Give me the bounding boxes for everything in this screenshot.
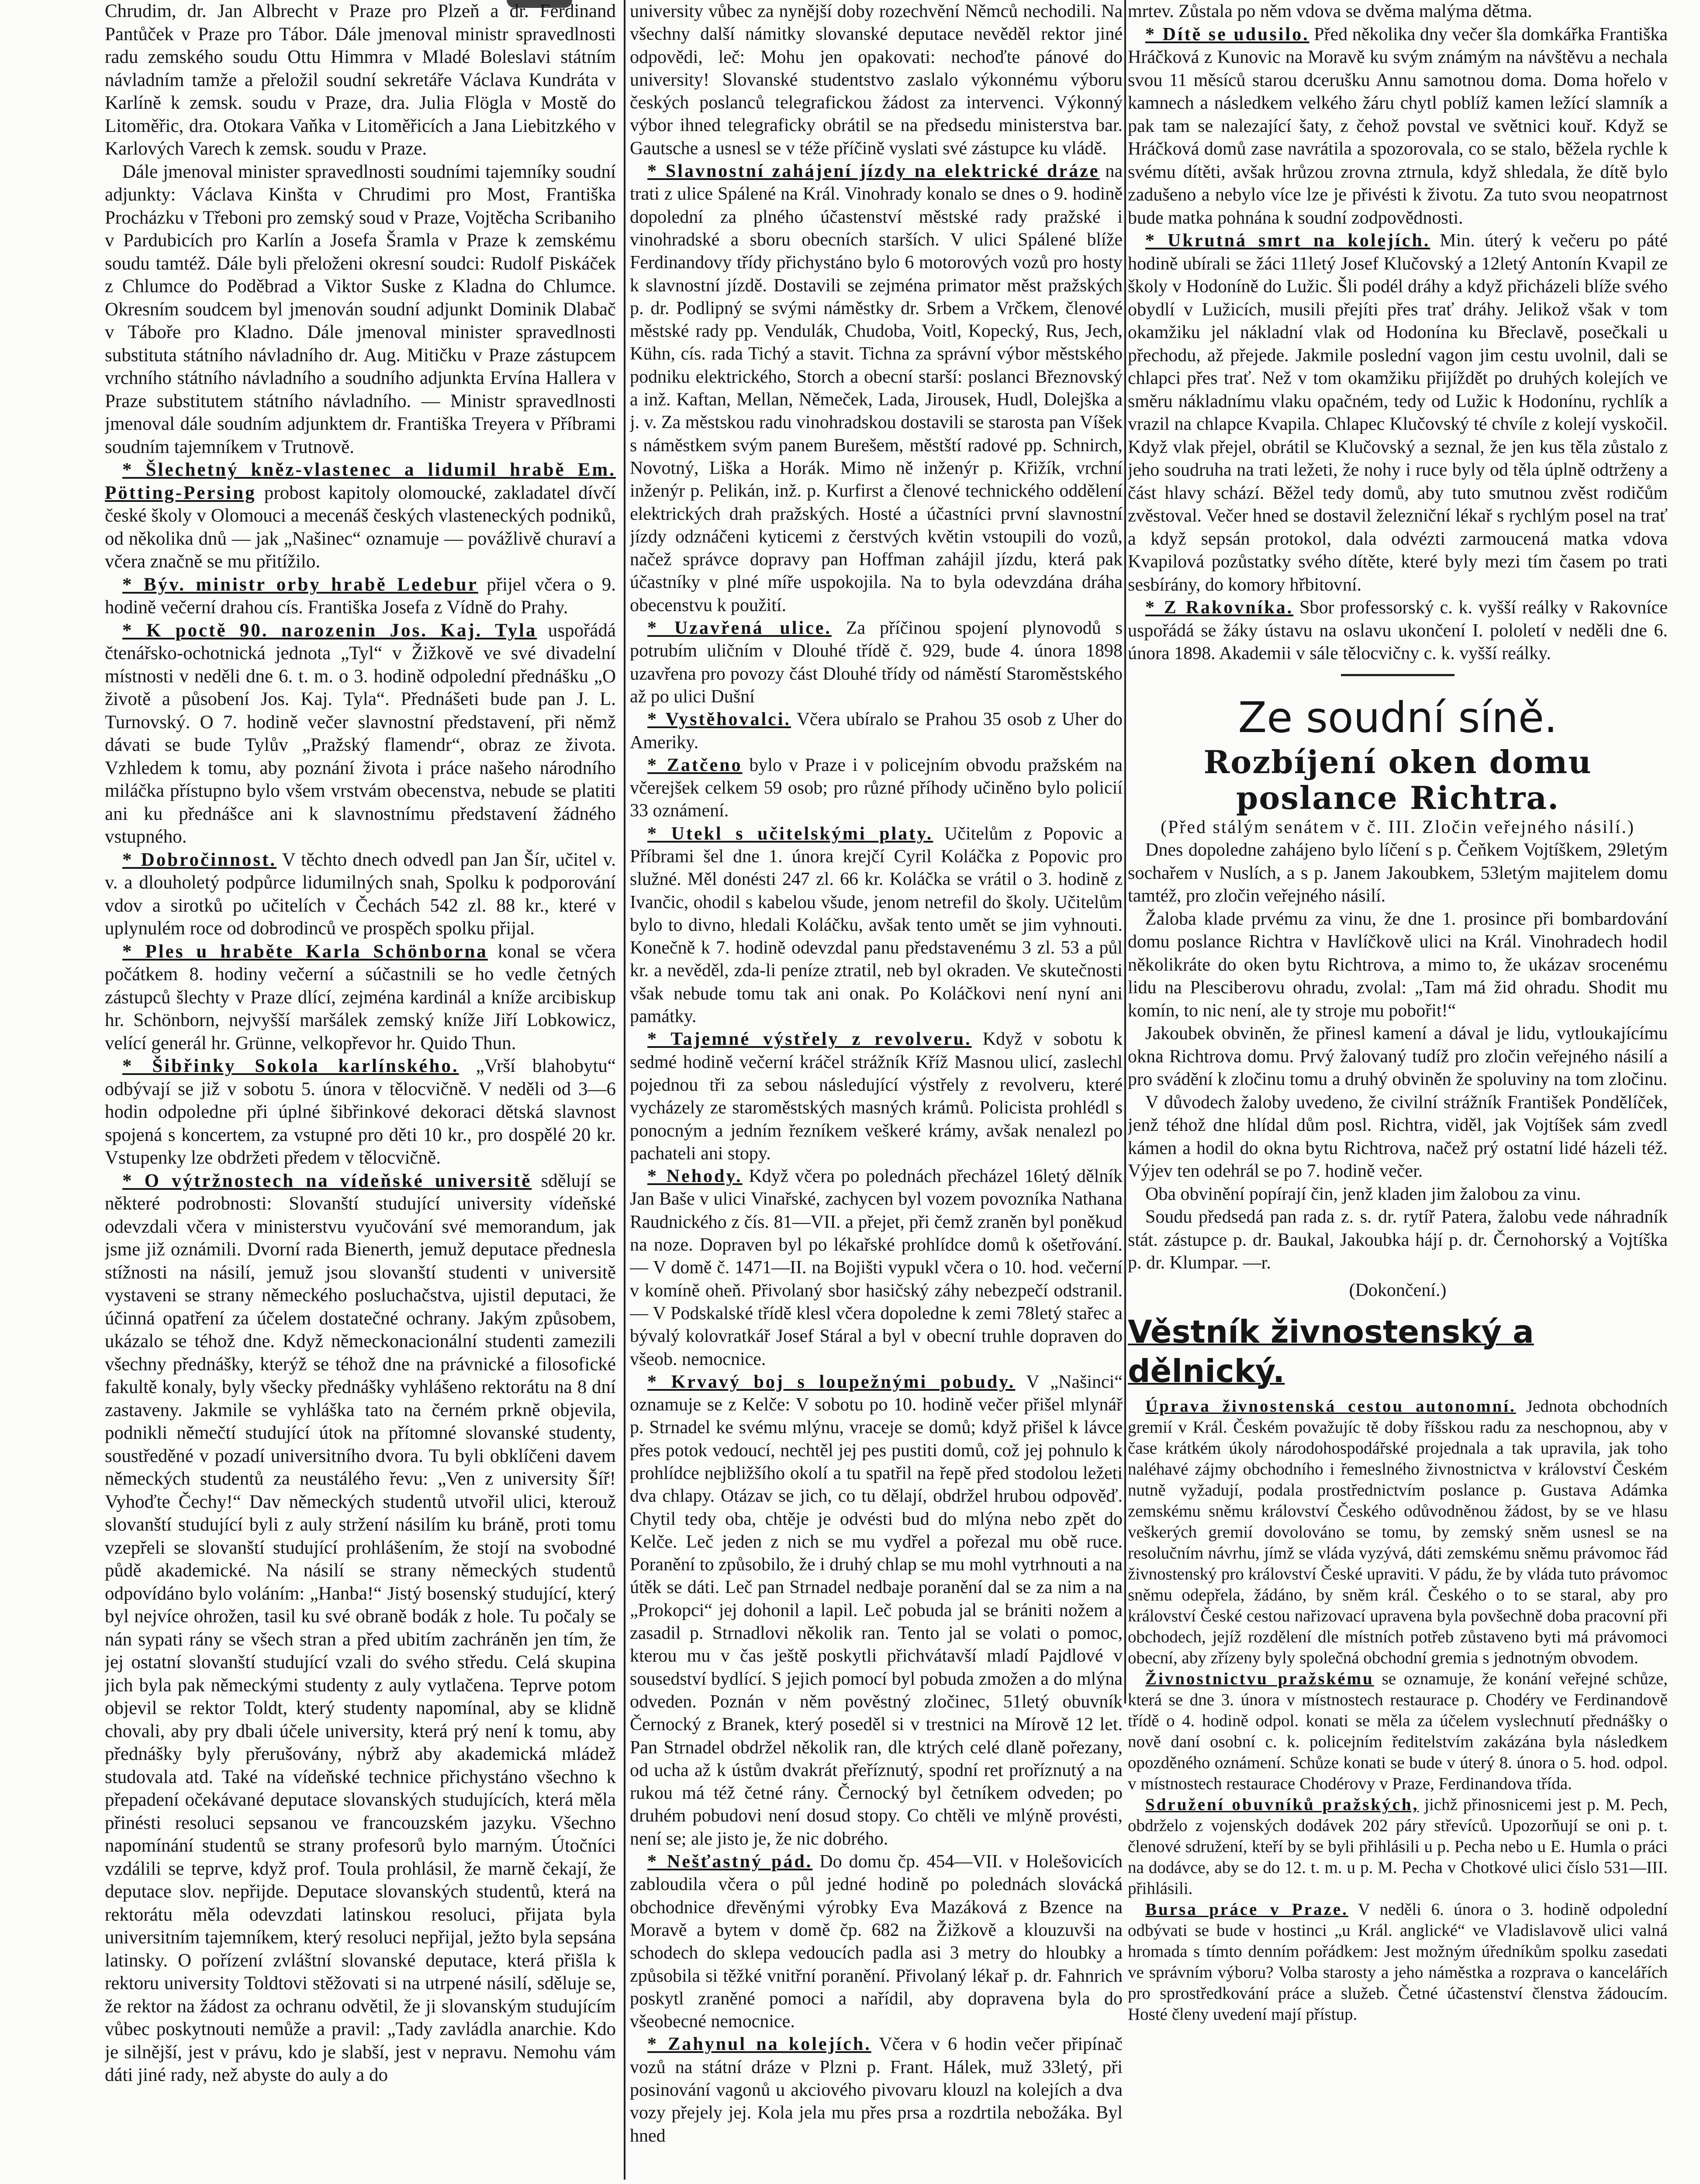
court-paragraph: V důvodech žaloby uvedeno, že civilní strážník František Pondělíček, jenž téhož dne hlídal dům posl. Richtra, viděl, jak Vojtíšek sám zvedl kámen a hodil do okna bytu Richtrova, načež prý ostatní lidé házeli též. Výjev ten odehrál se po 7. hodině večer. bbox=[1128, 1092, 1668, 1181]
headline-vytrznosti: * O výtržnostech na vídeňské universitě bbox=[122, 1170, 532, 1191]
article-nestastny-pad: Do domu čp. 454—VII. v Holešovicích zabloudila včera o půl jedné hodině po polednách slovácká obchodnice dřevěnými výrobky Eva Mazáková z Bzence na Moravě a bytem v domě čp. 682 na Žižkově a klouzuvši na schodech do sklepa vedoucích padla asi 3 metry do hloubky a způsobila si těžké vnitřní poranění. Přivolaný lékař p. dr. Fahnrich poskytl zraněné pomoci a nařídil, aby dopravena byla do všeobecné nemocnice. bbox=[630, 1852, 1123, 2032]
headline-tyl: * K poctě 90. narozenin Jos. Kaj. Tyla bbox=[122, 620, 537, 641]
headline-pötting: * Šlechetný kněz-vlastenec a lidumil hrabě Em. Pötting-Persing bbox=[105, 460, 616, 503]
article-dite: Před několika dny večer šla domkářka Františka Hráčková z Kunovic na Moravě ku svým známým na návštěvu a nechala svou 11 měsíců starou dcerušku Annu samotnou doma. Doma hořelo v kamnech a následkem velkého žáru chytl poblíž kamen ležící slamník a pak tam se nalezající šaty, z čehož povstal ve světnici kouř. Když se Hráčková domů zase navrátila a spozorovala, co se stalo, běžela rychle k svému dítěti, avšak hrůzou zrovna ztrnula, když shledala, že dítě bylo zadušeno a nebylo více lze je přivésti k životu. Za tuto svou neopatrnost bude matka pohnána k soudní zodpovědnosti. bbox=[1128, 24, 1668, 228]
headline-dite: * Dítě se udusilo. bbox=[1145, 24, 1310, 45]
court-paragraph: Žaloba klade prvému za vinu, že dne 1. prosince při bombardování domu poslance Richtra v Havlíčkově ulici na Král. Vinohradech hodil několikráte do oken bytu Richtrova, a mimo to, že ukázav srocenému lidu na Plesciberovu ohradu, zvolal: „Tam má žid ohradu. Shodit mu komín, to nic není, ale ty stroje mu pobořit!“ bbox=[1128, 909, 1668, 1021]
headline-nehody: * Nehody. bbox=[647, 1166, 743, 1187]
column-left bbox=[105, 0, 616, 2184]
section-divider bbox=[1341, 674, 1455, 676]
article-obuvnici: jichž přinosnicemi jest p. M. Pech, obdrželo z vojenských dodávek 202 páry střevíců. Upozorňují se oni p. t. členové sdružení, kteří by se byli přihlásili u p. Pecha nebo u E. Humla o práci na dodávce, aby se do 12. t. m. u p. M. Pecha v Chotkové ulici číslo 531—III. přihlásili. bbox=[1128, 1795, 1668, 1898]
article-zatceno: bylo v Praze i v policejním obvodu pražském na včerejšek celkem 59 osob; pro různé příhody učiněno bylo policií 33 oznámení. bbox=[630, 755, 1123, 821]
article-pötting: probost kapitoly olomoucké, zakladatel dívčí české školy v Olomouci a mecenáš českých vlasteneckých podniků, od několika dnů — jak „Našinec“ oznamuje — povážlivě churaví a včera značně se mu přitížilo. bbox=[105, 482, 616, 572]
headline-vystehovalci: * Vystěhovalci. bbox=[647, 709, 791, 730]
headline-bursa: Bursa práce v Praze. bbox=[1145, 1900, 1348, 1919]
headline-ples: * Ples u hraběte Karla Schönborna bbox=[122, 941, 488, 962]
court-paragraph: Oba obvinění popírají čin, jenž kladen jim žalobou za vinu. bbox=[1145, 1184, 1581, 1204]
court-paragraph: Jakoubek obviněn, že přinesl kamení a dával je lidu, vytloukajícímu okna Richtrova domu. Prvý žalovaný tudíž pro zločin veřejného násilí a pro svádění k zločinu tomu a druhý obviněn že spoluviny na tom zločinu. bbox=[1128, 1023, 1668, 1089]
headline-ukrutna-smrt: * Ukrutná smrt na kolejích. bbox=[1145, 231, 1430, 251]
article-vytrznosti: sdělují se některé podrobnosti: Slovanští studující university vídeňské odevzdali včera v ministerstvu vyučování své memorandum, jak jsme již oznámili. Dvorní rada Bienerth, jemuž deputace přednesla stížnosti na násilí, jemuž jsou slovanští studenti v universitě vystaveni se strany německého posluchačstva, ujistil deputaci, že účinná opatření za účelem dostatečné ochrany. Jakým způsobem, ukázalo se téhož dne. Když německonacionální studenti zamezili všechny přednášky, kterýž se téhož dne na právnické a filosofické fakultě konaly, byly všecky přednášky vyhlášeno rektorátu na 8 dní zastaveny. Jakmile se vyhláška tato na černém prkně objevila, podnikli němečtí studující útok na přítomné slovanské studenty, soustředěné v pozadí universitního dvora. Tu byli obklíčeni davem německých studentů za neustálého řevu: „Ven z university Šíř! Vyhoďte Čechy!“ Dav německých studentů utvořil ulici, kterouž slovanští studující byli z auly stržení násilím ku bráně, proti tomu vzepřeli se slovanští studující prohlášením, že stojí na svobodné půdě akademické. Na násilí se strany německých studentů odpovídáno bylo voláním: „Hanba!“ Jistý bosenský studující, který byl nejvíce ohrožen, tasil ku své obraně bodák z hole. Tu počaly se nán sypati rány se všech stran a před ubitím zachráněn jen tím, že jej ostatní slovanští studující vzali do svého středu. Celá skupina jich byla pak německými studenty z auly vytlačena. Teprve potom objevil se rektor Toldt, který studenty napomínal, aby se klidně chovali, aby pry dbali účele university, která prý není k tomu, aby přednášky byly přerušovány, nýbrž aby akademická mládež studovala atd. Také na vídeňské technice přichystáno všechno k přepadení očekávané deputace slovanských studujících, která měla přinésti resoluci sepsanou ve francouzském jazyku. Všechno napomínání studentů se strany profesorů bylo marným. Útočníci vzdálili se teprve, když prof. Toula prohlásil, že marně čekají, že deputace slov. nepřijde. Deputace slovanských studentů, která na rektorátu měla odevzdati latinskou resoluci, přijata byla universitním tajemníkem, který resoluci nepřijal, ježto byla sepsána latinsky. O pořízení zvláštní slovanské deputace, která přišla k rektoru university Toldtovi stěžovati si na utrpené násilí, sděluje se, že rektor na žádost za ochranu odvětil, že ji slovanským studujícím vůbec poskytnouti nemůže a pravil: „Tady zavládla anarchie. Kdo je silnější, jest v právu, kdo je slabší, jest v nepravu. Nemohu vám dáti jiné rady, než abyste do auly a do bbox=[105, 1170, 616, 2085]
article-tyl: uspořádá čtenářsko-ochotnická jednota „Tyl“ v Žižkově ve své divadelní místnosti v neděli dne 6. t. m. o 3. hodině odpolední přednášku „O životě a působení Jos. Kaj. Tyla“. Přednášeti bude pan J. L. Turnovský. O 7. hodině večer slavnostní představení, při němž dávati se bude Tylův „Pražský flamendr“, obraz ze života. Vzhledem k tomu, aby poznání života i práce našeho národního miláčka přístupno bylo všem vrstvám obecenstva, nebude se platiti ani ku přednášce ani k slavnostnímu představení žádného vstupného. bbox=[105, 620, 616, 847]
headline-elektricka: * Slavnostní zahájení jízdy na elektrické dráze bbox=[647, 161, 1100, 182]
headline-zahynul: * Zahynul na kolejích. bbox=[647, 2034, 871, 2055]
article-university-cont: university vůbec za nynější doby rozechvění Němců nechodili. Na všechny další námitky slovanské deputace nevěděl rektor jiné odpovědi, leč: Mohu jen opakovati: nechoďte pánové do university! Slovanské studentstvo zaslalo výkonnému výboru českých poslanců telegrafickou žádost za intervenci. Výkonný výbor ihned telegraficky obrátil se na předsedu ministerstva bar. Gautsche a usnesl se v téže příčině vyslati své zástupce ku vládě. bbox=[630, 1, 1123, 159]
article-krvavy-boj: V „Našinci“ oznamuje se z Kelče: V sobotu po 10. hodině večer přišel mlynář p. Strnadel ke svému mlýnu, vraceje se domů; když přišel k lávce přes potok vedoucí, nechtěl jej pes pustiti domů, což jej pohnulo k prohlídce nejbližšího okolí a tu spatřil na řepě před stodolou ležeti dva chlapy. Otázav se jich, co tu dělají, obdržel hrubou odpověď. Chytil tedy oba, chtěje je odvésti bud do mlýna nebo zpět do Kelče. Leč jeden z nich se mu vydřel a pořezal mu obě ruce. Poranění to způsobilo, že i druhý chlap se mu mohl vytrhnouti a na útěk se dáti. Leč pan Strnadel nedbaje poranění dal se za nim a na „Prokopci“ jej dohonil a lapil. Leč pobuda jal se brániti nožem a zasadil p. Strnadlovi několik ran. Tento jal se volati o pomoc, kterou mu v čas ještě poskytli přichvátavší mladí Pajdlové v sousedství bydlící. S jejich pomocí byl pobuda zmožen a do mlýna odveden. Poznán v něm pověstný zločinec, 51letý obuvník Černocký z Branek, který poseděl si v trestnici na Mírově 12 let. Pan Strnadel obdržel několik ran, dle ktrých celé dlaně pořezany, od ucha až k ústům dvakrát přeříznutý, spodní ret proříznutý a na rukou má též četné rány. Černocký byl četníkem odveden; po druhém pobudovi není dosud stopy. Co chtěli ve mlýně provésti, není se; ale jisto je, že nic dobrého. bbox=[630, 1372, 1123, 1849]
headline-krvavy-boj: * Krvavý boj s loupežnými pobudy. bbox=[647, 1372, 1016, 1392]
column-divider bbox=[624, 0, 625, 2180]
article-ledebur: přijel včera o 9. hodině večerní drahou cís. Františka Josefa z Vídně do Prahy. bbox=[105, 574, 616, 618]
article-title-richter: Rozbíjení oken domu poslance Richtra. bbox=[1203, 743, 1592, 816]
headline-sibrinky: * Šibřinky Sokola karlínského. bbox=[122, 1056, 459, 1076]
article-court-secretaries: Dále jmenoval minister spravedlnosti soudními tajemníky soudní adjunkty: Václava Kinšta v Chrudimi pro Most, Františka Procházku v Třeboni pro zemský soud v Praze, Vojtěcha Scribaniho v Pardubicích pro Karlín a Josefa Šramla v Praze k zemskému soudu tamtéž. Dále byli přeloženi okresní soudci: Rudolf Piskáček z Chlumce do Poděbrad a Viktor Suske z Kladna do Chlumce. Okresním soudcem byl jmenován soudní adjunkt Dominik Dlabač v Táboře pro Kladno. Dále jmenoval minister spravedlnosti substituta státního návladního dr. Aug. Mitičku v Praze zástupcem vrchního státního návladního a soudního adjunkta Ervína Hallera v Praze substitutem státního návladního. — Ministr spravedlnosti jmenoval dále soudním adjunktem dr. Františka Treyera v Příbrami soudním tajemníkem v Trutnově. bbox=[105, 161, 616, 457]
article-vystrely: Když v sobotu k sedmé hodině večerní kráčel strážník Kříž Masnou ulicí, zaslechl pojednou tři za sebou následující výstřely z revolveru, které vycházely ze staroměstských masných krámů. Policista prohlédl s ponocným a jedním řezníkem veškeré krámy, avšak nenalezl po pachateli ani stopy. bbox=[630, 1029, 1123, 1164]
article-rakovnik: Sbor professorský c. k. vyšší reálky v Rakovníce uspořádá se žáky ústavu na oslavu ukončení I. pololetí v neděli dne 6. února 1898. Akademii v sále tělocvičny c. k. vyšší reálky. bbox=[1128, 598, 1668, 663]
column-divider bbox=[1124, 0, 1126, 1704]
article-subtitle-richter: (Před stálým senátem v č. III. Zločin veřejného násilí.) bbox=[1161, 817, 1635, 837]
continuation-note: (Dokončení.) bbox=[1349, 1280, 1447, 1300]
headline-ledebur: * Býv. ministr orby hrabě Ledebur bbox=[122, 574, 478, 595]
article-ukrutna-smrt: Min. úterý k večeru po páté hodině ubírali se žáci 11letý Josef Klučovský a 12letý Antonín Kvapil ze školy v Hodoníně do Lužic. Šli podél dráhy a když přicházeli blíže svého obydlí v Lužicích, musili přejíti přes trať dráhy. Jelikož však v tom okamžiku jel nákladní vlak od Hodonína ku Břeclavě, posečkali u přechodu, až přejede. Jakmile poslední vagon jim cestu uvolnil, dali se chlapci přes trať. Než v tom okamžiku přijíždět po druhých kolejích ve směru nákladnímu vlaku opačném, tedy od Lužic k Hodonínu, rychlík a vrazil na chlapce Kvapila. Chlapec Klučovský té chvíle z kolejí vyskočil. Když vlak přejel, obrátil se Klučovský a seznal, že jen kus těla zůstalo z jeho soudruha na trati ležeti, že nohy i ruce byly od těla úplně odtrženy a část hlavy schází. Běžel tedy domů, aby tuto smutnou zvěst rodičům zvěstoval. Večer hned se dostavil železniční lékař s rychlým posel na trať a když sepsán protokol, dala odvézti zarmoucená matka vdova Kvapilová pozůstatky svého dítěte, které byly mezi tím časem po trati sesbírány, do komory hřbitovní. bbox=[1128, 231, 1668, 595]
article-zahynul-cont: mrtev. Zůstala po něm vdova se dvěma malýma dětma. bbox=[1128, 1, 1532, 21]
headline-rakovnik: * Z Rakovníka. bbox=[1145, 598, 1294, 618]
column-right bbox=[1128, 0, 1668, 2184]
article-uzavrena: Za příčinou spojení plynovodů s potrubím uličním v Dlouhé třídě č. 929, bude 4. února 1898 uzavřena pro povozy část Dlouhé třídy od náměstí Staroměstského až po ulici Dušní bbox=[630, 618, 1123, 707]
headline-vystrely: * Tajemné výstřely z revolveru. bbox=[647, 1029, 972, 1050]
court-paragraph: Dnes dopoledne zahájeno bylo líčení s p. Čeňkem Vojtíškem, 29letým sochařem v Nuslích, a s p. Janem Jakoubkem, 53letým majitelem domu tamtéž, pro zločin veřejného násilí. bbox=[1128, 840, 1668, 906]
headline-zivnostnictvu: Živnostnictvu pražskému bbox=[1145, 1669, 1374, 1688]
headline-utekl: * Utekl s učitelskými platy. bbox=[647, 823, 933, 844]
article-nehody: Když včera po polednách přecházel 16letý dělník Jan Baše v ulici Vinařské, zachycen byl vozem povozníka Nathana Raudnického z čís. 81—VII. a přejet, při čemž zraněn byl poněkud na noze. Dopraven byl po lékařské prohlídce domů k ošetřování. — V domě č. 1471—II. na Bojišti vypukl včera o 10. hod. večerní v komíně oheň. Přivolaný sbor hasičský záhy nebezpečí odstranil. — V Podskalské třídě klesl včera dopoledne k zemi 78letý stařec a bývalý kolovratkář Josef Stáral a byl v obecní truhle dopraven do všeob. nemocnice. bbox=[630, 1166, 1123, 1369]
court-paragraph: Soudu předsedá pan rada z. s. dr. rytíř Patera, žalobu vede náhradník stát. zástupce p. dr. Baukal, Jakoubka hájí p. dr. Černohorský a Vojtíška p. dr. Klumpar. —r. bbox=[1128, 1207, 1668, 1273]
headline-uzavrena: * Uzavřená ulice. bbox=[647, 618, 832, 639]
headline-nestastny-pad: * Nešťastný pád. bbox=[647, 1852, 813, 1872]
article-zahynul: Včera v 6 hodin večer připínač vozů na státní dráze v Plzni p. Frant. Hálek, muž 33letý, při posinování vagonů u akciového pivovaru klouzl na kolejích a dva vozy přejely jej. Kola jela mu přes prsa a rozdrtila nebožáka. Byl hned bbox=[630, 2034, 1123, 2146]
article-vystehovalci: Včera ubíralo se Prahou 35 osob z Uher do Ameriky. bbox=[630, 709, 1123, 753]
article-court-appointments: Chrudim, dr. Jan Albrecht v Praze pro Plzeň a dr. Ferdinand Pantůček v Praze pro Tábor. Dále jmenoval ministr spravedlnosti radu zemského soudu Ottu Himmra v Mladé Boleslavi státním návladním tamže a přeložil soudní sekretáře Václava Kundráta v Karlíně k zemsk. soudu v Praze, dra. Julia Flögla v Mostě do Litoměřic, dra. Otokara Vaňka v Litoměřicích a Jana Liebitzkého v Karlových Varech k zemsk. soudu v Praze. bbox=[105, 1, 616, 159]
article-uprava: Jednota obchodních gremií v Král. Českém považujíc tě doby říšskou radu za neschopnou, aby v čase krátkém úkoly národohospodářské projednala a tak upravila, jak toho naléhavé zájmy obchodního i řemeslného živnostnictva v království Českém nutně vyžadují, podala prostřednictvím poslance p. Gustava Adámka zemskému sněmu království Českého odůvodněnou žádost, by se ve hlasu veškerých gremií dovolováno se tomu, by zemský sněm usnesl se na resolučním návrhu, jímž se vláda vyzývá, dáti zemskému sněmu právomoc řád živnostenský pro království České upraviti. V pádu, že by vláda tuto právomoc sněmu odepřela, žádáno, by sněm král. Českého o to se staral, aby pro království České cestou nařizovací upravena byla povšechně doba pracovní při obchodech, jejíž rozdělení dle místních potřeb zůstaveno byti má právomoci obecní, aby zřízeny byly společná obchodní gremia s jednotným obvodem. bbox=[1128, 1397, 1668, 1667]
article-elektricka: na trati z ulice Spálené na Král. Vinohrady konalo se dnes o 9. hodině dopolední za plného účastenství městské rady pražské i vinohradské a sboru obecních starších. V ulici Spálené blíže Ferdinandovy třídy přichystáno bylo 6 motorových vozů pro hosty k slavnostní jízdě. Dostavili se zejména primator měst pražských p. dr. Podlipný se svými náměstky dr. Srbem a Vrčkem, členové městské rady pp. Vendulák, Chudoba, Voitl, Kopecký, Rus, Jech, Kühn, cís. rada Tichý a stavit. Tichna za správní výbor městského podniku elektrického, Storch a obecní starší: poslanci Březnovský a inž. Kaftan, Mellan, Němeček, Lada, Jirousek, Hudl, Dolejška a j. v. Za městskou radu vinohradskou dostavili se starosta pan Víšek s náměstkem svým panem Burešem, městští radové pp. Schnirch, Novotný, Liška a Horák. Mimo ně inženýr p. Křižík, vrchní inženýr p. Pelikán, inž. p. Kurfirst a členové technického oddělení elektrických drah pražských. Hosté a účastníci první slavnostní jízdy odznáčeni kyticemi z čerstvých květin vstoupili do vozů, načež správce dopravy pan Hoffman zahájil jízdu, která pak účastníky v plné míře uspokojila. Na to byla odevzdána dráha obecenstvu k použití. bbox=[630, 161, 1123, 615]
headline-dobrocinnost: * Dobročinnost. bbox=[122, 849, 277, 870]
column-middle bbox=[630, 0, 1123, 2184]
headline-obuvnici: Sdružení obuvníků pražských, bbox=[1145, 1795, 1419, 1814]
section-title-court: Ze soudní síně. bbox=[1238, 693, 1558, 742]
section-title-vestnik: Věstník živnostenský a dělnický. bbox=[1128, 1313, 1534, 1389]
article-ples: konal se včera počátkem 8. hodiny večerní a súčastnili se ho vedle četných zástupců šlechty v Praze dlící, zejména kardinál a kníže arcibiskup hr. Schönborn, nejvyšší maršálek zemský kníže Jiří Lobkowicz, velící generál hr. Grünne, velkopřevor hr. Quido Thun. bbox=[105, 941, 616, 1054]
headline-uprava: Úprava živnostenská cestou autonomní. bbox=[1145, 1397, 1516, 1416]
article-zivnostnictvu: se oznamuje, že konání veřejné schůze, která se dne 3. února v místnostech restaurace p. Chodéry ve Ferdinandově třídě o 4. hodině odpol. konati se měla za účelem vyslechnutí přednášky o nově daní osobní c. k. policejním ředitelstvím zakázána byla následkem opozděného oznámení. Schůze konati se bude v úterý 8. února o 5. hod. odpol. v místnostech restaurace Chodérovy v Praze, Ferdinandova třída. bbox=[1128, 1669, 1668, 1793]
article-sibrinky: „Vrší blahobytu“ odbývají se již v sobotu 5. února v tělocvičně. V neděli od 3—6 hodin odpoledne při úplné šibřinkové dekoraci dětská slavnost spojená s koncertem, za vstupné pro děti 10 kr., pro dospělé 20 kr. Vstupenky lze obdržeti předem v tělocvičně. bbox=[105, 1056, 616, 1168]
article-bursa: V neděli 6. února o 3. hodině odpolední odbývati se bude v hostinci „u Král. anglické“ ve Vladislavově ulici valná hromada s tímto denním pořádkem: Jest možným úředníkům spolku zasedati ve správním výboru? Volba starosty a jeho náměstka a rozprava o kancelářích pro sprostředkování práce a služeb. Četné účastenství členstva žádoucím. Hosté členy uvedení mají přístup. bbox=[1128, 1900, 1668, 2024]
article-utekl: Učitelům z Popovic a Příbrami šel dne 1. února krejčí Cyril Koláčka z Popovic pro služné. Měl donésti 247 zl. 66 kr. Koláčka se vrátil o 3. hodině z Ivančic, ohodil s kabelou všude, jenom netrefil do školy. Učitelům bylo to divno, hledali Koláčku, avšak tento umět se jim vyhnouti. Konečně k 7. hodině odevzdal panu představenému 3 zl. 53 a půl kr. a nevěděl, zda-li peníze ztratil, neb byl okraden. Ve skutečnosti však nebude tomu tak ani onak. Po Koláčkovi není nyní ani památky. bbox=[630, 823, 1123, 1027]
headline-zatceno: * Zatčeno bbox=[647, 755, 743, 775]
article-dobrocinnost: V těchto dnech odvedl pan Jan Šír, učitel v. v. a dlouholetý podpůrce lidumilných snah, Spolku k podporování vdov a sirotků po učitelích v Čechách 542 zl. 88 kr., které v uplynulém roce od dobrodinců ve prospěch spolku přijal. bbox=[105, 849, 616, 939]
